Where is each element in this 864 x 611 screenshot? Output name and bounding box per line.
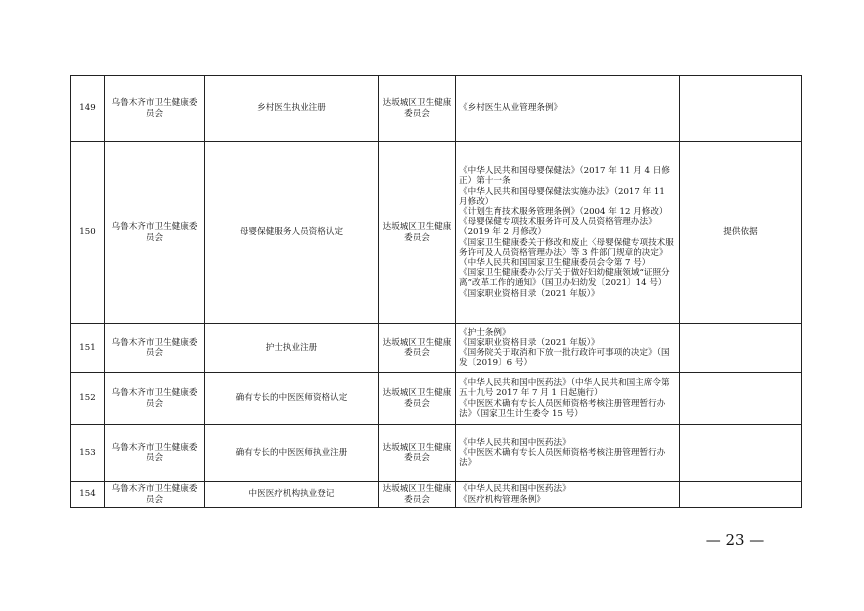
document-table (70, 75, 802, 508)
legal-basis-line: 《国家卫生健康委办公厅关于做好妇幼健康领域“证照分离”改革工作的通知》（国卫办妇幼发〔2021〕14 号） (459, 268, 670, 289)
department-cell: 乌鲁木齐市卫生健康委员会 (105, 373, 205, 425)
item-name-cell: 中医医疗机构执业登记 (205, 482, 379, 508)
department-cell: 乌鲁木齐市卫生健康委员会 (105, 142, 205, 324)
item-name-cell: 护士执业注册 (205, 324, 379, 373)
local-department-cell: 达坂城区卫生健康委员会 (379, 324, 456, 373)
legal-basis-cell (456, 482, 680, 508)
legal-basis-line: 《中华人民共和国中医药法》（中华人民共和国主席令第五十九号 2017 年 7 月 1 日起施行） (459, 378, 670, 399)
department-cell: 乌鲁木齐市卫生健康委员会 (105, 324, 205, 373)
table-row (71, 76, 802, 142)
local-department-cell: 达坂城区卫生健康委员会 (379, 142, 456, 324)
note-cell (680, 425, 802, 482)
legal-basis-cell (456, 373, 680, 425)
legal-basis-line: 《中华人民共和国中医药法》 (459, 484, 571, 495)
table-row (71, 324, 802, 373)
note-cell (680, 373, 802, 425)
legal-basis-line: 《中华人民共和国中医药法》 (459, 437, 571, 448)
row-number-cell: 151 (71, 324, 105, 373)
item-name-cell: 母婴保健服务人员资格认定 (205, 142, 379, 324)
legal-basis-line: 《国家职业资格目录（2021 年版）》 (459, 288, 600, 299)
department-cell: 乌鲁木齐市卫生健康委员会 (105, 76, 205, 142)
item-name-cell: 乡村医生执业注册 (205, 76, 379, 142)
legal-basis-cell (456, 425, 680, 482)
note-cell (680, 482, 802, 508)
note-cell: 提供依据 (680, 142, 802, 324)
legal-basis-line: 《母婴保健专项技术服务许可及人员资格管理办法》（2019 年 2 月修改） (459, 217, 657, 238)
row-number-cell: 154 (71, 482, 105, 508)
legal-basis-line: 《国家卫生健康委关于修改和废止〈母婴保健专项技术服务许可及人员资格管理办法〉等 3 件部门规章的决定》（中华人民共和国国家卫生健康委员会令第 7 号） (459, 237, 674, 268)
note-cell (680, 324, 802, 373)
table-row (71, 482, 802, 508)
row-number-cell: 149 (71, 76, 105, 142)
local-department-cell: 达坂城区卫生健康委员会 (379, 373, 456, 425)
note-cell (680, 76, 802, 142)
row-number-cell: 153 (71, 425, 105, 482)
legal-basis-line: 《医疗机构管理条例》 (459, 494, 545, 505)
local-department-cell: 达坂城区卫生健康委员会 (379, 482, 456, 508)
legal-basis-line: 《国务院关于取消和下放一批行政许可事项的决定》（国发〔2019〕6 号） (459, 348, 670, 369)
legal-basis-cell (456, 76, 680, 142)
table-row (71, 425, 802, 482)
legal-basis-line: 《乡村医生从业管理条例》 (459, 103, 563, 114)
legal-basis-line: 《中华人民共和国母婴保健法实施办法》（2017 年 11 月修改） (459, 186, 665, 207)
local-department-cell: 达坂城区卫生健康委员会 (379, 76, 456, 142)
page-number: — 23 — (705, 531, 765, 549)
legal-basis-line: 《中华人民共和国母婴保健法》（2017 年 11 月 4 日修正）第十一条 (459, 166, 670, 187)
local-department-cell: 达坂城区卫生健康委员会 (379, 425, 456, 482)
table-row (71, 373, 802, 425)
legal-basis-line: 《护士条例》 (459, 327, 511, 338)
row-number-cell: 152 (71, 373, 105, 425)
legal-basis-line: 《中医医术确有专长人员医师资格考核注册管理暂行办法》 (459, 447, 666, 469)
legal-basis-line: 《国家职业资格目录（2021 年版）》 (459, 337, 600, 348)
legal-basis-line: 《中医医术确有专长人员医师资格考核注册管理暂行办法》（国家卫生计生委令 15 号） (459, 398, 666, 419)
table-row (71, 142, 802, 324)
legal-basis-cell (456, 142, 680, 324)
department-cell: 乌鲁木齐市卫生健康委员会 (105, 425, 205, 482)
legal-basis-cell (456, 324, 680, 373)
item-name-cell: 确有专长的中医医师资格认定 (205, 373, 379, 425)
row-number-cell: 150 (71, 142, 105, 324)
legal-basis-line: 《计划生育技术服务管理条例》（2004 年 12 月修改） (459, 206, 668, 217)
department-cell: 乌鲁木齐市卫生健康委员会 (105, 482, 205, 508)
item-name-cell: 确有专长的中医医师执业注册 (205, 425, 379, 482)
